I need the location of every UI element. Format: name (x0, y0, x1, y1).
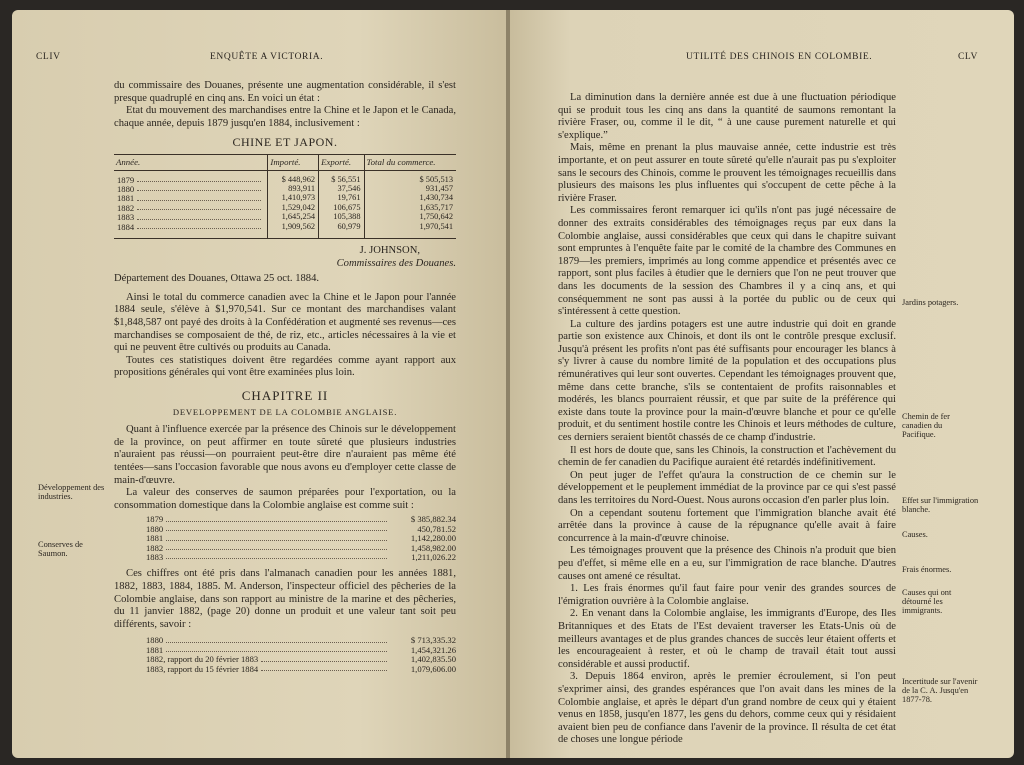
list-item: 1883, rapport du 15 février 1884 1,079,606.00 (146, 663, 456, 674)
paragraph: 1. Les frais énormes qu'il faut faire pour venir des grandes sources de l'émigration ouvrière à la Colombie anglaise. (558, 583, 896, 607)
signature-title: Commissaires des Douanes. (336, 257, 456, 269)
margin-note: Frais énormes. (902, 565, 952, 574)
paragraph: La diminution dans la dernière année est due à une fluctuation périodique qui se produit tous les cinq ans dans la quantité de saumons remontant la rivière Fraser, ou, comme il le dit, “ à une cause purement naturelle et qui s'explique.” (558, 92, 896, 141)
running-head: UTILITÉ DES CHINOIS EN COLOMBIE. (686, 52, 873, 62)
right-text-column (558, 92, 896, 747)
trade-table (114, 154, 456, 239)
table-header: Importé. (268, 154, 319, 170)
table-row: 1879 $ 448,962 $ 56,551 $ 505,513 (114, 176, 456, 185)
department-line: Département des Douanes, Ottawa 25 oct. 1884. (114, 273, 320, 285)
paragraph: Etat du mouvement des marchandises entre la Chine et le Japon et le Canada, chaque année, depuis 1879 jusqu'en 1884, inclusivement : (114, 105, 456, 129)
page-number: CLV (958, 52, 978, 62)
list-item: 1879 $ 385,882.34 (146, 514, 456, 525)
anderson-list (146, 636, 456, 674)
margin-note: Causes qui ont détourné les immigrants. (902, 588, 952, 615)
margin-note: Conserves de Saumon. (38, 540, 83, 558)
margin-note: Chemin de fer canadien du Pacifique. (902, 412, 950, 439)
list-item: 1881 1,454,321.26 (146, 644, 456, 655)
paragraph: On a cependant soutenu fortement que l'immigration blanche avait été arrêtée dans la province à cause de la répugnance qu'elle avait à faire concurrence à la main-d'œuvre chinoise. (558, 507, 896, 544)
page-number: CLIV (36, 52, 61, 62)
list-item: 1882, rapport du 20 février 1883 1,402,835.50 (146, 654, 456, 665)
table-title: CHINE ET JAPON. (232, 135, 338, 150)
paragraph: On peut juger de l'effet qu'aura la construction de ce chemin sur le développement et le peuplement immédiat de la province par ce qui s'est passé dans les territoires du Nord-Ouest. Nous aurons occasion d'en parler plus loin. (558, 469, 896, 506)
margin-note: Causes. (902, 530, 928, 539)
paragraph: Mais, même en prenant la plus mauvaise année, cette industrie est très importante, et on peut assurer en toute sûreté qu'elle n'aurait pas pu s'exploiter sans le secours des Chinois, comme le prouvent les témoignages recueillis dans plusieurs des maisons les plus influentes qui s'occupent de cette pêche à la rivière Fraser. (558, 142, 896, 204)
signature-name: J. JOHNSON, (359, 245, 420, 256)
table-header: Total du commerce. (364, 154, 456, 170)
paragraph: Quant à l'influence exercée par la présence des Chinois sur le développement de la province, on peut affirmer en toute sûreté que plusieurs industries n'auraient pas réussi—on pourraient peut-être dire n'auraient pas même été tentées—sans l'occasion favorable que nous avons eu d'employer cette classe de main-d'œuvre. (114, 424, 456, 486)
paragraph: Toutes ces statistiques doivent être regardées comme ayant rapport aux propositions générales qui vont être examinées plus loin. (114, 354, 456, 379)
margin-note: Jardins potagers. (902, 298, 959, 307)
table-row: 1884 1,909,562 60,979 1,970,541 (114, 223, 456, 232)
paragraph: Ainsi le total du commerce canadien avec la Chine et le Japon pour l'année 1884 seule, s'élève à $1,970,541. Sur ce montant des marchandises valant $1,848,587 ont payé des droits à la Confédération et augmenté ses revenus—ces marchandises se composaient de thé, de riz, etc., articles nécessaires à la vie et qui ne peuvent être cultivés ou produits au Canada. (114, 291, 456, 354)
list-item: 1881 1,142,280.00 (146, 533, 456, 544)
left-page (12, 10, 508, 758)
paragraph: du commissaire des Douanes, présente une augmentation considérable, il s'est presque quadruplé en cinq ans. En voici un état : (114, 80, 456, 104)
table-header: Année. (114, 154, 268, 170)
paragraph: Les commissaires feront remarquer ici qu'ils n'ont pas jugé nécessaire de donner des extraits considérables des témoignages reçus par eux dans la Colombie anglaise, aussi considérables que ceux qui dans le chapitre suivant sont empruntes à l'enquête faite par le comité de la chambre des Communes en 1879—les premiers, imprimés au long comme appendice et présentés avec ce rapport, sont plus faciles à étudier que le derniers que l'on ne peut trouver que dans les documents de la session des Chambres il y a cinq ans, et qui conséquemment ne sont pas aussi à la portée du public ou de ceux qui s'intéressent à cette question. (558, 205, 896, 318)
chapter-subtitle: DEVELOPPEMENT DE LA COLOMBIE ANGLAISE. (172, 406, 398, 417)
chapter-title: CHAPITRE II (241, 387, 329, 403)
table-row: 1880 893,911 37,546 931,457 (114, 185, 456, 194)
paragraph: Ces chiffres ont été pris dans l'almanach canadien pour les années 1881, 1882, 1883, 1884, 1885. M. Anderson, l'inspecteur officiel des pêcheries de la Colombie anglaise, dans son rapport au ministre de la marine et des pêcheries, du 11 janvier 1882, (page 20) donne un produit et une valeur tant soit peu différents, savoir : (114, 568, 456, 630)
paragraph: Les témoignages prouvent que la présence des Chinois n'a produit que bien peu d'effet, si même elle en a eu, sur l'immigration de race blanche. D'autres causes ont amené ce résultat. (558, 545, 896, 582)
table-row: 1882 1,529,042 106,675 1,635,717 (114, 204, 456, 213)
left-text-column (114, 80, 456, 674)
list-item: 1883 1,211,026.22 (146, 551, 456, 562)
paragraph: 2. En venant dans la Colombie anglaise, les immigrants d'Europe, des Iles Britanniques et des Etats de l'Est devaient traverser les Etats-Unis où de meilleurs avantages et de plus grandes chances de succès leur étaient offerts et les encourageaient à rester, et où le champ de travail était tout aussi considérable et aussi productif. (558, 608, 896, 670)
margin-note: Incertitude sur l'avenir de la C. A. Jusqu'en 1877-78. (902, 677, 978, 704)
margin-note: Effet sur l'immigration blanche. (902, 496, 979, 514)
paragraph: La culture des jardins potagers est une autre industrie qui doit en grande partie son existence aux Chinois, et dont ils ont le contrôle presque exclusif. Jusqu'à présent les profits n'ont pas été suffisants pour encourager les blancs à s'y livrer à cause du nombre limité de la population et des occupations plus rémunératives qui leur sont ouvertes. Cependant les témoignages prouvent que, même dans cette branche, s'ils se contentaient de profits raisonnables et modérés, les blancs pourraient réussir, et que par suite de la préférence qui existe dans toute la province pour la main-d'œuvre blanche et pour ce qu'elle produit, et du sentiment hostile contre les Chinois et leurs méthodes de culture, ces derniers seraient bientôt chassés de ce champ d'industrie. (558, 318, 896, 444)
paragraph: Il est hors de doute que, sans les Chinois, la construction et l'achèvement du chemin de fer canadien du Pacifique auraient été retardés indéfinitivement. (558, 444, 896, 469)
margin-note: Développement des industries. (38, 483, 105, 501)
running-head: ENQUÊTE A VICTORIA. (210, 52, 324, 62)
list-item: 1880 450,781.52 (146, 523, 456, 534)
table-row: 1881 1,410,973 19,761 1,430,734 (114, 194, 456, 203)
table-row: 1883 1,645,254 105,388 1,750,642 (114, 213, 456, 222)
salmon-list (146, 515, 456, 562)
table-header: Exporté. (319, 154, 364, 170)
list-item: 1882 1,458,982.00 (146, 542, 456, 553)
right-page (510, 10, 1014, 758)
paragraph: 3. Depuis 1864 environ, après le premier écroulement, si l'on peut s'exprimer ainsi, des grandes espérances que l'on avait dans les mines de la Colombie anglaise, et après le départ d'un grand nombre de ceux qui y étaient venus en 1858, jusqu'en 1877, les gens du dehors, comme ceux qui y résidaient avaient bien peu de confiance dans l'avenir de la province. Il résulta de cet état de choses une longue période (558, 671, 896, 746)
list-item: 1880 $ 713,335.32 (146, 635, 456, 646)
paragraph: La valeur des conserves de saumon préparées pour l'exportation, ou la consommation domestique dans la Colombie anglaise est comme suit : (114, 487, 456, 511)
